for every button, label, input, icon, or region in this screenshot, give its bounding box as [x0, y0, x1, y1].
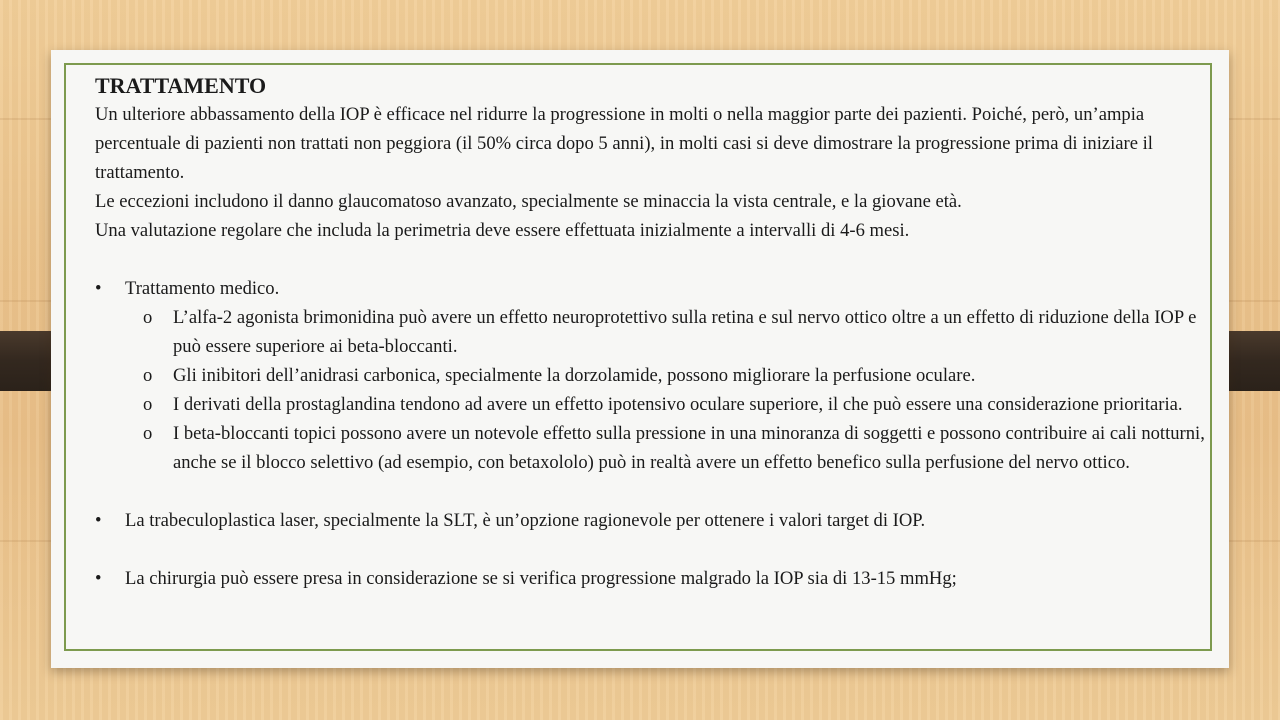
- sub-bullet-marker: o: [143, 307, 153, 328]
- bullet-text: La trabeculoplastica laser, specialmente la SLT, è un’opzione ragionevole per ottenere i valori target di IOP.: [125, 510, 926, 531]
- intro-paragraph: Un ulteriore abbassamento della IOP è efficace nel ridurre la progressione in molti o nella maggior parte dei pazienti. Poiché, però, un’ampia percentuale di pazienti non trattati non peggiora (il 50% circa dopo 5 anni), in molti casi si deve dimostrare la progressione prima di iniziare il trattamento.: [95, 104, 1153, 183]
- bullet-text: Trattamento medico.: [125, 278, 280, 299]
- intro-paragraph: Una valutazione regolare che includa la perimetria deve essere effettuata inizialmente a intervalli di 4-6 mesi.: [95, 220, 910, 241]
- bullet-marker: •: [95, 568, 102, 589]
- sub-bullet-item: [95, 303, 1205, 361]
- intro-paragraph: Le eccezioni includono il danno glaucomatoso avanzato, specialmente se minaccia la vista centrale, e la giovane età.: [95, 191, 962, 212]
- bullet-item: [95, 274, 1205, 303]
- bullet-marker: •: [95, 510, 102, 531]
- sub-bullet-marker: o: [143, 423, 153, 444]
- bullet-item: [95, 564, 1205, 593]
- sub-bullet-item: [95, 419, 1205, 477]
- slide-title: TRATTAMENTO: [95, 73, 267, 98]
- bullet-marker: •: [95, 278, 102, 299]
- sub-bullet-text: I beta-bloccanti topici possono avere un notevole effetto sulla pressione in una minoranza di soggetti e possono contribuire ai cali notturni, anche se il blocco selettivo (ad esempio, con betaxololo) può in realtà avere un effetto benefico sulla perfusione del nervo ottico.: [173, 423, 1205, 473]
- slide-content: [95, 72, 1205, 593]
- sub-bullet-item: [95, 390, 1205, 419]
- sub-bullet-marker: o: [143, 394, 153, 415]
- sub-bullet-marker: o: [143, 365, 153, 386]
- sub-bullet-text: Gli inibitori dell’anidrasi carbonica, specialmente la dorzolamide, possono migliorare la perfusione oculare.: [173, 365, 976, 386]
- bullet-item: [95, 506, 1205, 535]
- bullet-text: La chirurgia può essere presa in considerazione se si verifica progressione malgrado la IOP sia di 13-15 mmHg;: [125, 568, 957, 589]
- sub-bullet-text: L’alfa-2 agonista brimonidina può avere un effetto neuroprotettivo sulla retina e sul nervo ottico oltre a un effetto di riduzione della IOP e può essere superiore ai beta-bloccanti.: [173, 307, 1197, 357]
- slide-paper: [51, 50, 1229, 668]
- sub-bullet-item: [95, 361, 1205, 390]
- sub-bullet-text: I derivati della prostaglandina tendono ad avere un effetto ipotensivo oculare superiore, il che può essere una considerazione prioritaria.: [173, 394, 1183, 415]
